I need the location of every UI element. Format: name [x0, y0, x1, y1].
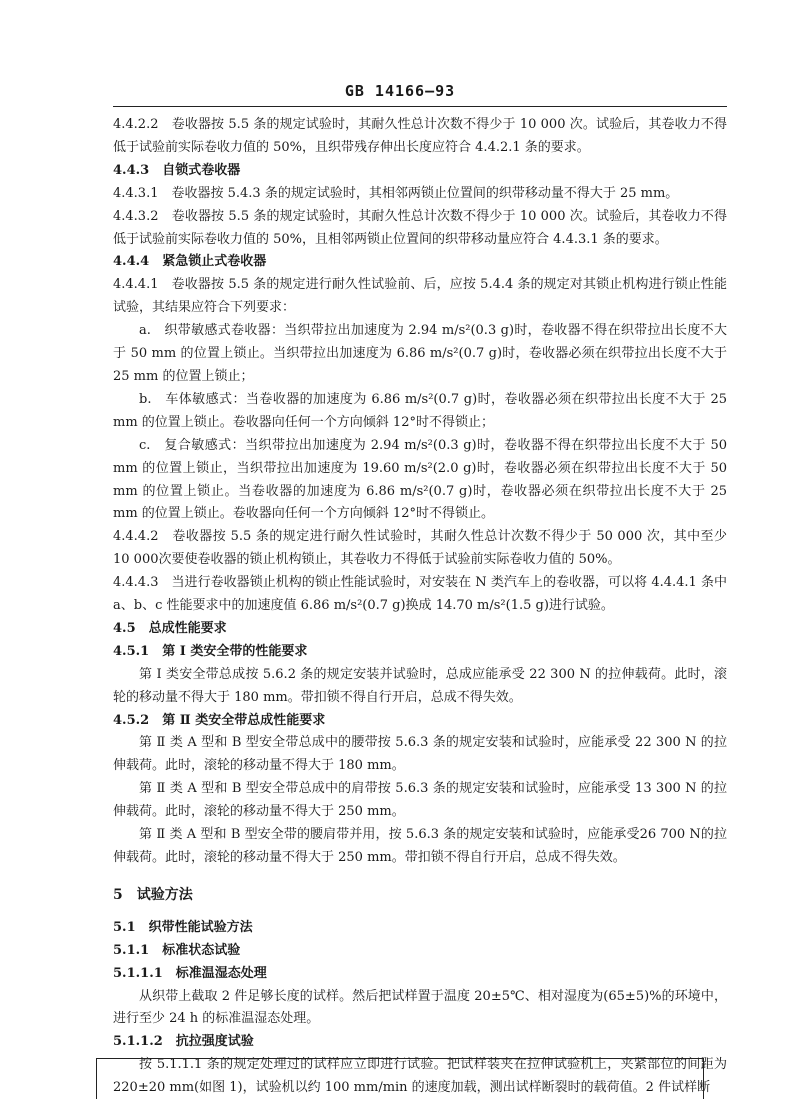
item-a: a. 织带敏感式卷收器：当织带拉出加速度为 2.94 m/s²(0.3 g)时，卷收器不得在织带拉出长度不大于 50 mm 的位置上锁止。当织带拉出加速度为 6.86 m/s²(0.7 g)时，卷收器必须在织带拉出长度不大于 25 mm 的位置上锁止；	[113, 323, 727, 384]
figure-frame-top	[96, 1058, 704, 1099]
heading-4-4-4: 4.4.4 紧急锁止式卷收器	[113, 254, 267, 270]
paragraph-4-5-2-waist: 第 Ⅱ 类 A 型和 B 型安全带总成中的腰带按 5.6.3 条的规定安装和试验时，应能承受 22 300 N 的拉伸载荷。此时，滚轮的移动量不得大于 180 mm。	[113, 735, 727, 774]
standard-code-header: GB 14166—93	[344, 82, 456, 100]
heading-5-1-1-1: 5.1.1.1 标准温湿态处理	[113, 965, 267, 981]
paragraph-5-1-1-2: 按 5.1.1.1 条的规定处理过的试样应立即进行试验。把试样装夹在拉伸试验机上，夹紧部位的间距为 220±20 mm(如图 1)，试验机以约 100 mm/min 的速度加载，测出试样断裂时的载荷值。2 件试样断	[113, 1057, 727, 1096]
clause-4-4-3-2: 4.4.3.2 卷收器按 5.5 条的规定试验时，其耐久性总计次数不得少于 10 000 次。试验后，其卷收力不得低于试验前实际卷收力值的 50%，且相邻两锁止位置间的织带移动量应符合 4.4.3.1 条的要求。	[113, 208, 727, 247]
paragraph-5-1-1-1: 从织带上截取 2 件足够长度的试样。然后把试样置于温度 20±5℃、相对湿度为(65±5)%的环境中，进行至少 24 h 的标准温湿态处理。	[113, 988, 727, 1027]
header-rule	[113, 106, 727, 107]
heading-4-4-3: 4.4.3 自锁式卷收器	[113, 162, 241, 178]
heading-4-5-1: 4.5.1 第 I 类安全带的性能要求	[113, 643, 308, 659]
clause-4-4-4-1: 4.4.4.1 卷收器按 5.5 条的规定进行耐久性试验前、后，应按 5.4.4 条的规定对其锁止机构进行锁止性能试验，其结果应符合下列要求：	[113, 277, 727, 316]
section-5-title: 5 试验方法	[113, 886, 193, 903]
clause-4-4-4-3: 4.4.4.3 当进行卷收器锁止机构的锁止性能试验时，对安装在 N 类汽车上的卷收器，可以将 4.4.4.1 条中 a、b、c 性能要求中的加速度值 6.86 m/s²(0.7 g)换成 14.70 m/s²(1.5 g)进行试验。	[113, 575, 727, 614]
paragraph-4-5-1: 第 I 类安全带总成按 5.6.2 条的规定安装并试验时，总成应能承受 22 300 N 的拉伸载荷。此时，滚轮的移动量不得大于 180 mm。带扣锁不得自行开启，总成不得失效。	[113, 666, 727, 705]
clause-4-4-2-2: 4.4.2.2 卷收器按 5.5 条的规定试验时，其耐久性总计次数不得少于 10 000 次。试验后，其卷收力不得低于试验前实际卷收力值的 50%，且织带残存伸出长度应符合 4.4.2.1 条的要求。	[113, 117, 727, 155]
heading-5-1-1-2: 5.1.1.2 抗拉强度试验	[113, 1034, 254, 1050]
paragraph-4-5-2-shoulder: 第 Ⅱ 类 A 型和 B 型安全带总成中的肩带按 5.6.3 条的规定安装和试验时，应能承受 13 300 N 的拉伸载荷。此时，滚轮的移动量不得大于 250 mm。	[113, 781, 727, 820]
heading-4-5: 4.5 总成性能要求	[113, 620, 227, 636]
item-c: c. 复合敏感式：当织带拉出加速度为 2.94 m/s²(0.3 g)时，卷收器不得在织带拉出长度不大于 50 mm 的位置上锁止，当织带拉出加速度为 19.60 m/s²(2.0 g)时，卷收器必须在织带拉出长度不大于 50 mm 的位置上锁止。当卷收器的加速度为 6.86 m/s²(0.7 g)时，卷收器必须在织带拉出长度不大于 25 mm 的位置上锁止。卷收器向任何一个方向倾斜 12°时不得锁止。	[113, 437, 727, 522]
heading-5-1: 5.1 织带性能试验方法	[113, 919, 253, 935]
heading-4-5-2: 4.5.2 第 Ⅱ 类安全带总成性能要求	[113, 712, 326, 728]
clause-4-4-3-1: 4.4.3.1 卷收器按 5.4.3 条的规定试验时，其相邻两锁止位置间的织带移动量不得大于 25 mm。	[113, 185, 679, 201]
heading-5-1-1: 5.1.1 标准状态试验	[113, 942, 241, 958]
item-b: b. 车体敏感式：当卷收器的加速度为 6.86 m/s²(0.7 g)时，卷收器必须在织带拉出长度不大于 25 mm 的位置上锁止。卷收器向任何一个方向倾斜 12°时不得锁止；	[113, 391, 727, 430]
clause-4-4-4-2: 4.4.4.2 卷收器按 5.5 条的规定进行耐久性试验时，其耐久性总计次数不得少于 50 000 次，其中至少 10 000次要使卷收器的锁止机构锁止，其卷收力不得低于试验前实际卷收力值的 50%。	[113, 529, 727, 568]
document-body	[113, 114, 727, 1100]
paragraph-4-5-2-combined: 第 Ⅱ 类 A 型和 B 型安全带的腰肩带并用，按 5.6.3 条的规定安装和试验时，应能承受26 700 N的拉伸载荷。此时，滚轮的移动量不得大于 250 mm。带扣锁不得自行开启，总成不得失效。	[113, 827, 727, 865]
